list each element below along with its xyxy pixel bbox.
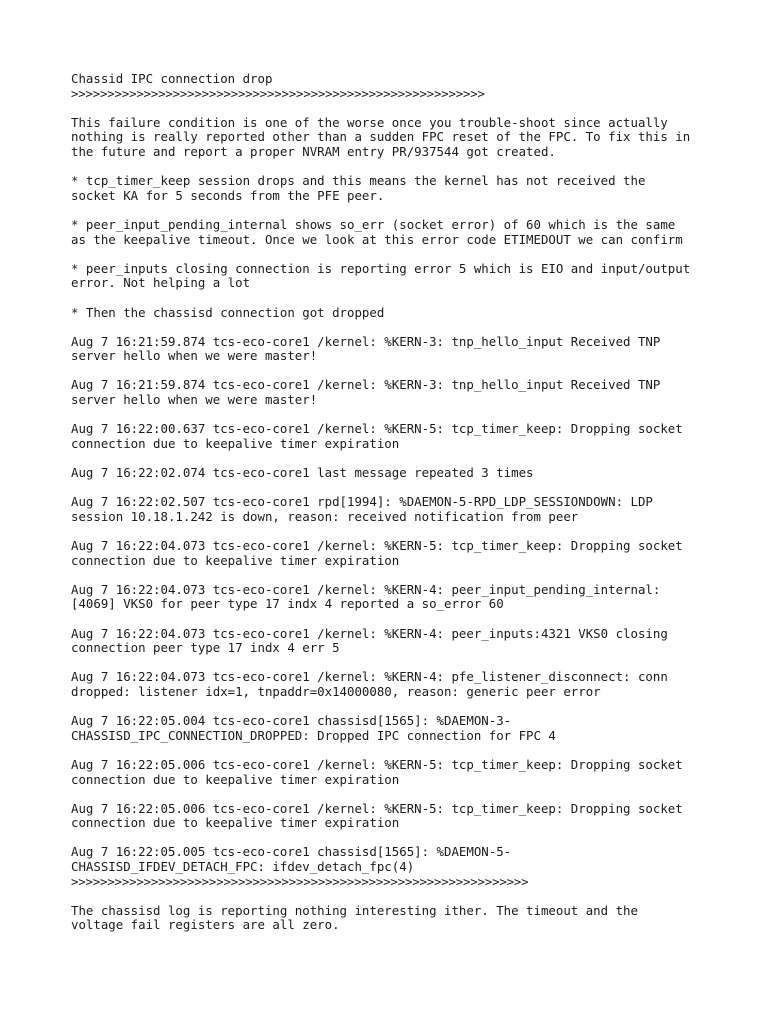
- log-line: server hello when we were master!: [71, 348, 318, 364]
- bullet-item: [71, 218, 711, 247]
- log-line: CHASSISD_IFDEV_DETACH_FPC: ifdev_detach_fpc(4): [71, 859, 415, 875]
- log-entry: [71, 802, 711, 831]
- bullet-line: * tcp_timer_keep session drops and this means the kernel has not received the: [71, 173, 646, 189]
- intro-line: the future and report a proper NVRAM entry PR/937544 got created.: [71, 143, 556, 159]
- title-block: [71, 72, 711, 101]
- log-line: Aug 7 16:22:04.073 tcs-eco-core1 /kernel: %KERN-4: peer_inputs:4321 VKS0 closing: [71, 625, 668, 641]
- log-entry-final: [71, 845, 711, 889]
- log-line: Aug 7 16:21:59.874 tcs-eco-core1 /kernel: %KERN-3: tnp_hello_input Received TNP: [71, 333, 661, 349]
- bullet-line: socket KA for 5 seconds from the PFE peer.: [71, 187, 385, 203]
- log-line: Aug 7 16:22:05.005 tcs-eco-core1 chassisd[1565]: %DAEMON-5-: [71, 844, 512, 860]
- log-line: Aug 7 16:22:04.073 tcs-eco-core1 /kernel: %KERN-4: pfe_listener_disconnect: conn: [71, 669, 668, 685]
- log-entry: [71, 758, 711, 787]
- bullet-item: [71, 262, 711, 291]
- log-entry: [71, 422, 711, 451]
- log-line: Aug 7 16:22:05.006 tcs-eco-core1 /kernel: %KERN-5: tcp_timer_keep: Dropping socket: [71, 800, 683, 816]
- log-line: Aug 7 16:22:05.004 tcs-eco-core1 chassisd[1565]: %DAEMON-3-: [71, 713, 512, 729]
- log-entry: [71, 539, 711, 568]
- log-line: Aug 7 16:22:02.074 tcs-eco-core1 last message repeated 3 times: [71, 465, 534, 481]
- log-line: connection peer type 17 indx 4 err 5: [71, 640, 340, 656]
- bullet-item: [71, 306, 711, 321]
- log-line: Aug 7 16:22:00.637 tcs-eco-core1 /kernel: %KERN-5: tcp_timer_keep: Dropping socket: [71, 421, 683, 437]
- log-line: Aug 7 16:22:04.073 tcs-eco-core1 /kernel: %KERN-4: peer_input_pending_internal:: [71, 581, 661, 597]
- intro-line: nothing is really reported other than a sudden FPC reset of the FPC. To fix this in: [71, 129, 691, 145]
- log-entry: [71, 627, 711, 656]
- log-line: CHASSISD_IPC_CONNECTION_DROPPED: Dropped IPC connection for FPC 4: [71, 727, 556, 743]
- document-title: Chassid IPC connection drop: [71, 71, 273, 86]
- log-entry: [71, 378, 711, 407]
- log-line: dropped: listener idx=1, tnpaddr=0x14000080, reason: generic peer error: [71, 683, 601, 699]
- bullet-line: error. Not helping a lot: [71, 275, 251, 291]
- log-line: connection due to keepalive timer expiration: [71, 552, 400, 568]
- log-entry: [71, 714, 711, 743]
- log-entry: [71, 495, 711, 524]
- log-line: [4069] VKS0 for peer type 17 indx 4 reported a so_error 60: [71, 596, 504, 612]
- log-line: server hello when we were master!: [71, 392, 318, 408]
- log-line: connection due to keepalive timer expiration: [71, 771, 400, 787]
- bullet-line: * Then the chassisd connection got dropped: [71, 304, 385, 320]
- log-line: Aug 7 16:21:59.874 tcs-eco-core1 /kernel: %KERN-3: tnp_hello_input Received TNP: [71, 377, 661, 393]
- log-entry: [71, 670, 711, 699]
- separator-top: >>>>>>>>>>>>>>>>>>>>>>>>>>>>>>>>>>>>>>>>>>>>>>>>>>>>>>>>>: [71, 85, 485, 101]
- bullet-line: * peer_input_pending_internal shows so_err (socket error) of 60 which is the same: [71, 216, 676, 232]
- log-line: Aug 7 16:22:04.073 tcs-eco-core1 /kernel: %KERN-5: tcp_timer_keep: Dropping socket: [71, 538, 683, 553]
- separator-bottom: >>>>>>>>>>>>>>>>>>>>>>>>>>>>>>>>>>>>>>>>>>>>>>>>>>>>>>>>>>>>>>>: [71, 873, 529, 889]
- bullet-line: as the keepalive timeout. Once we look at this error code ETIMEDOUT we can confirm: [71, 231, 683, 247]
- bullet-line: * peer_inputs closing connection is reporting error 5 which is EIO and input/output: [71, 260, 691, 276]
- intro-paragraph: [71, 116, 711, 160]
- log-line: Aug 7 16:22:05.006 tcs-eco-core1 /kernel: %KERN-5: tcp_timer_keep: Dropping socket: [71, 756, 683, 772]
- log-line: session 10.18.1.242 is down, reason: received notification from peer: [71, 508, 579, 524]
- closing-line: voltage fail registers are all zero.: [71, 917, 340, 933]
- log-line: connection due to keepalive timer expiration: [71, 435, 400, 451]
- intro-line: This failure condition is one of the worse once you trouble-shoot since actually: [71, 114, 668, 130]
- document-page: [71, 72, 711, 948]
- log-entry: [71, 583, 711, 612]
- log-entry: [71, 466, 711, 481]
- log-entry: [71, 335, 711, 364]
- closing-paragraph: [71, 904, 711, 933]
- log-line: Aug 7 16:22:02.507 tcs-eco-core1 rpd[1994]: %DAEMON-5-RPD_LDP_SESSIONDOWN: LDP: [71, 494, 653, 510]
- closing-line: The chassisd log is reporting nothing interesting ither. The timeout and the: [71, 902, 638, 918]
- bullet-item: [71, 174, 711, 203]
- log-line: connection due to keepalive timer expiration: [71, 815, 400, 831]
